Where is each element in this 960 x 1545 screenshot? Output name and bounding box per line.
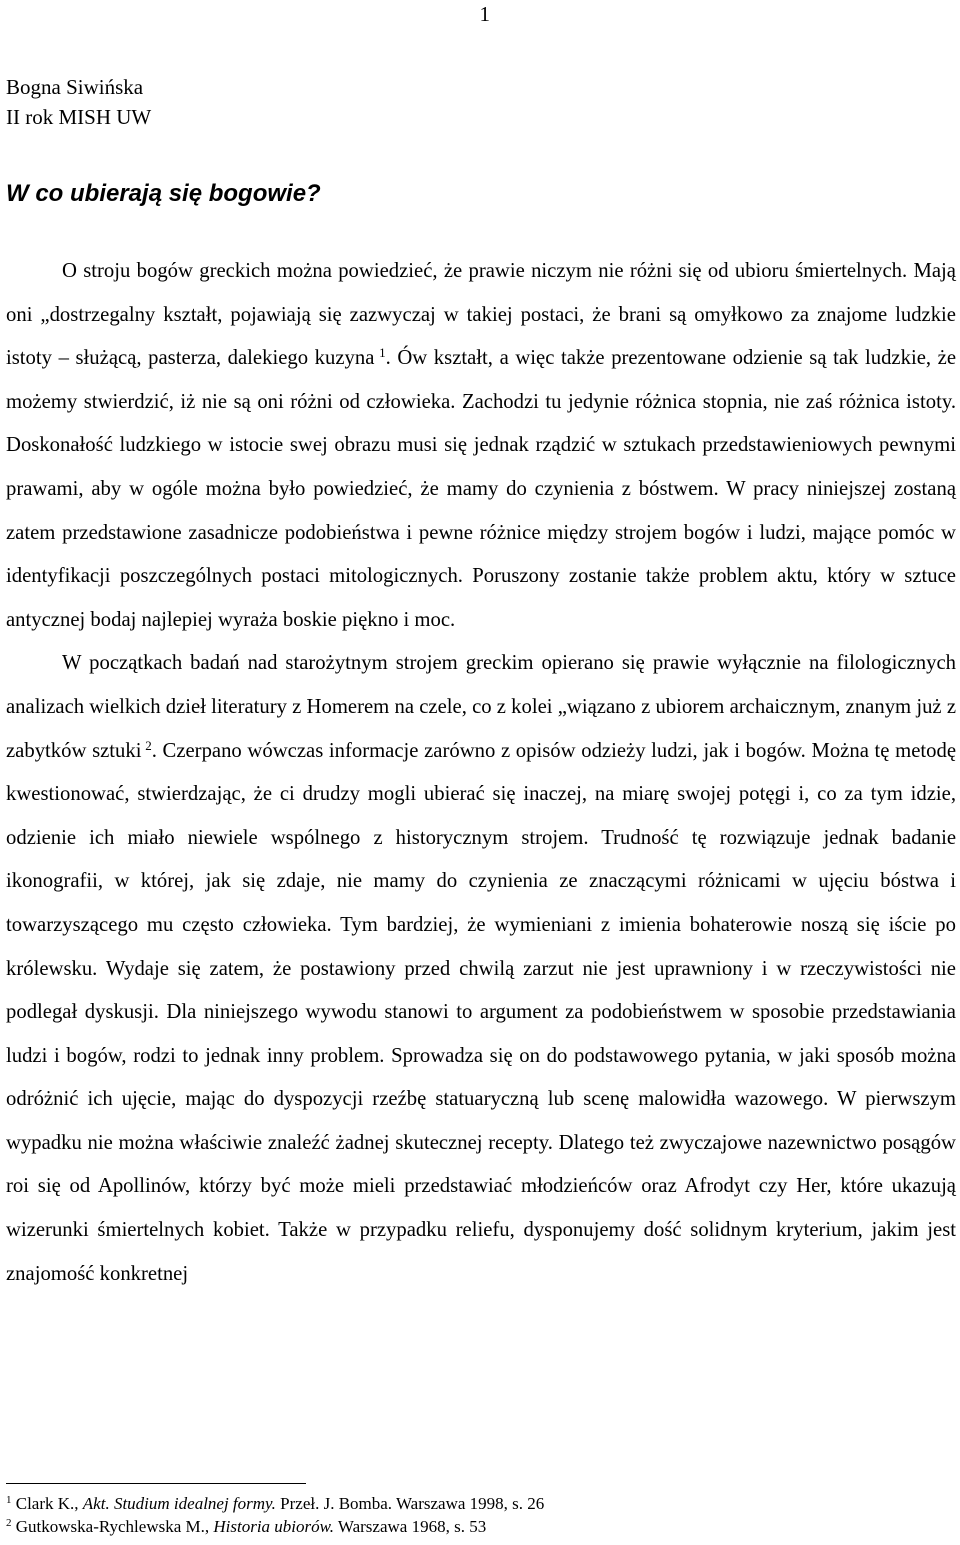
footnote-title: Historia ubiorów. bbox=[213, 1517, 334, 1536]
paragraph-text: . Ów kształt, a więc także prezentowane odzienie są tak ludzkie, że możemy stwierdzić, iż nie są oni różni od człowieka. Zachodzi tu jedynie różnica stopnia, nie zaś różnica istoty. Doskonałość ludzkiego w istocie swej obrazu musi się jednak rządzić w sztukach przedstawieniowych pewnymi prawami, aby w ogóle można było powiedzieć, że mamy do czynienia z bóstwem. W pracy niniejszej zostaną zatem przedstawione zasadnicze podobieństwa i pewne różnice między strojem bogów i ludzi, mające pomóc w identyfikacji poszczególnych postaci mitologicznych. Poruszony zostanie także problem aktu, który w sztuce antycznej bodaj najlepiej wyraża boskie piękno i moc. bbox=[6, 347, 957, 631]
document-title: W co ubierają się bogowie? bbox=[6, 180, 321, 207]
paragraph-text: W początkach badań nad starożytnym strojem greckim opierano się prawie wyłącznie na filologicznych analizach wielkich dzieł literatury z Homerem na czele, co z kolei „wiązano z ubiorem archaicznym, znanym już z zabytków sztuki bbox=[6, 652, 956, 762]
footnote: $^1$ Clark K., Akt. Studium idealnej formy. Przeł. J. Bomba. Warszawa 1998, s. 26 bbox=[6, 1494, 545, 1513]
body-text bbox=[6, 250, 956, 1296]
paragraph-text: O stroju bogów greckich można powiedzieć, że prawie niczym nie różni się od ubioru śmiertelnych. Mają oni „dostrzegalny kształt, pojawiają się zazwyczaj w takiej postaci, że brani są omyłkowo za znajome ludzkie istoty – służącą, pasterza, dalekiego kuzyna bbox=[6, 260, 956, 370]
paragraph bbox=[6, 642, 956, 1296]
footnote-title: Akt. Studium idealnej formy. bbox=[82, 1494, 276, 1513]
page-number: 1 bbox=[479, 2, 490, 26]
footnote-number: 2 bbox=[6, 1517, 12, 1529]
author-block bbox=[6, 72, 151, 132]
author-affiliation: II rok MISH UW bbox=[6, 105, 152, 129]
paragraph-text: . Czerpano wówczas informacje zarówno z opisów odzieży ludzi, jak i bogów. Można tę metodę kwestionować, stwierdzając, że ci drudzy mogli ubierać się inaczej, na miarę swojej potęgi i, co za tym idzie, odzienie ich miało niewiele wspólnego z historycznym strojem. Trudność tę rozwiązuje jednak badanie ikonografii, w której, jak się zdaje, nie mamy do czynienia ze znaczącymi różnicami w ujęciu bóstwa i towarzyszącego mu często człowieka. Tym bardziej, że wymieniani z imienia bohaterowie noszą się iście po królewsku. Wydaje się zatem, że postawiony przed chwilą zarzut nie jest uprawniony i w rzeczywistości nie podlegał dyskusji. Dla niniejszego wywodu stanowi to argument za podobieństwem w sposobie przedstawiania ludzi i bogów, rodzi to jednak inny problem. Sprowadza się on do podstawowego pytania, w jaki sposób można odróżnić ich ujęcie, mając do dyspozycji rzeźbę statuaryczną lub scenę malowidła wazowego. W pierwszym wypadku nie można właściwie znaleźć żadnej skutecznej recepty. Dlatego też zwyczajowe nazewnictwo posągów roi się od Apollinów, którzy być może mieli przedstawiać młodzieńców oraz Afrodyt czy Her, które ukazują wizerunki śmiertelnych kobiet. Także w przypadku reliefu, dysponujemy dość solidnym kryterium, jakim jest znajomość konkretnej bbox=[6, 739, 956, 1285]
author-name: Bogna Siwińska bbox=[6, 75, 144, 99]
footnotes bbox=[6, 1492, 544, 1538]
footnote-ref: 2 bbox=[145, 737, 152, 753]
paragraph bbox=[6, 250, 956, 642]
footnote-divider bbox=[6, 1483, 306, 1484]
footnote-ref: 1 bbox=[379, 345, 386, 361]
footnote: $^2$ Gutkowska-Rychlewska M., Historia ubiorów. Warszawa 1968, s. 53 bbox=[6, 1517, 487, 1536]
footnote-number: 1 bbox=[6, 1494, 12, 1506]
